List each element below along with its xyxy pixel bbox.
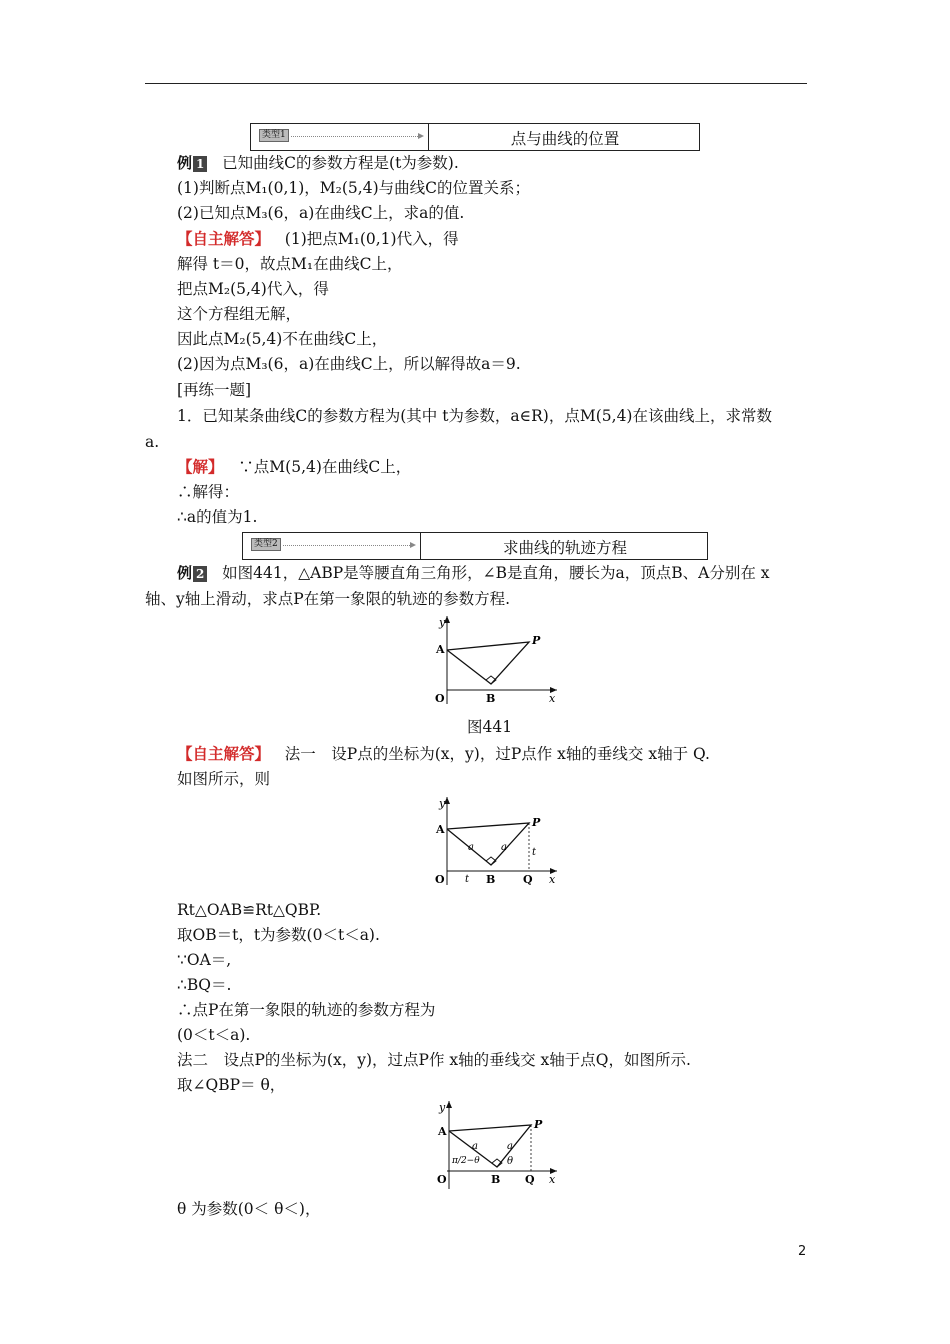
solution-2-method-2-line-3: θ 为参数(0＜ θ＜)，	[177, 1200, 321, 1218]
type-label: 类型2	[251, 538, 281, 551]
type-2-banner	[242, 532, 708, 560]
svg-text:a: a	[472, 1141, 478, 1152]
solution-2-line-7: ∴点P在第一象限的轨迹的参数方程为	[177, 1001, 436, 1019]
solution-2-line-2: 如图所示，则	[177, 770, 271, 788]
example-badge: 例 1	[177, 152, 207, 174]
type-label: 类型1	[259, 129, 289, 142]
example-badge: 例 2	[177, 562, 207, 584]
solution-1-line-1: 【自主解答】 (1)把点M₁(0,1)代入，得	[177, 229, 459, 248]
figure-method-1	[425, 793, 565, 889]
example-1-q1: (1)判断点M₁(0,1)，M₂(5,4)与曲线C的位置关系；	[177, 179, 530, 197]
svg-text:t: t	[532, 847, 537, 858]
example-2-line-2: 轴、y轴上滑动，求点P在第一象限的轨迹的参数方程.	[145, 590, 511, 608]
solution-2-line-4: 取OB＝t，t为参数(0＜t＜a).	[177, 926, 380, 944]
svg-text:A: A	[438, 1125, 447, 1138]
arrow-icon	[283, 545, 410, 546]
solution-1-line-3: 把点M₂(5,4)代入，得	[177, 280, 329, 298]
svg-text:y: y	[439, 797, 446, 810]
solution-2-method-2-line-1: 法二 设点P的坐标为(x，y)，过点P作 x轴的垂线交 x轴于点Q，如图所示.	[177, 1051, 691, 1069]
practice-question-line-2: a.	[145, 433, 160, 451]
example-1-stem: 例 1 已知曲线C的参数方程是(t为参数).	[177, 154, 459, 172]
svg-text:A: A	[436, 823, 445, 836]
svg-text:O: O	[435, 873, 445, 886]
page-number: 2	[798, 1244, 807, 1259]
solution-1-line-2: 解得 t＝0，故点M₁在曲线C上，	[177, 255, 403, 273]
svg-text:B: B	[486, 873, 496, 886]
solution-2-method-2-line-2: 取∠QBP＝ θ，	[177, 1076, 286, 1094]
svg-text:x: x	[549, 1173, 556, 1186]
solution-2-line-8: (0＜t＜a).	[177, 1026, 251, 1044]
figure-caption: 图441	[467, 718, 513, 736]
practice-answer-line-2: ∴解得：	[177, 483, 240, 501]
svg-text:P: P	[532, 634, 541, 647]
practice-answer-line-3: ∴a的值为1.	[177, 508, 258, 526]
svg-text:y: y	[439, 616, 446, 629]
type-title: 点与曲线的位置	[510, 130, 620, 148]
example-1-q2: (2)已知点M₃(6，a)在曲线C上，求a的值.	[177, 204, 465, 222]
practice-heading: [再练一题]	[177, 381, 252, 399]
svg-text:B: B	[491, 1173, 501, 1186]
solution-1-line-6: (2)因为点M₃(6，a)在曲线C上，所以解得故a＝9.	[177, 355, 521, 373]
svg-text:A: A	[436, 643, 445, 656]
svg-text:x: x	[549, 873, 556, 886]
svg-text:y: y	[439, 1101, 446, 1114]
svg-text:Q: Q	[523, 873, 533, 886]
type-1-banner	[250, 123, 700, 151]
svg-text:a: a	[507, 1141, 513, 1152]
type-tag	[243, 533, 421, 559]
figure-441	[425, 612, 565, 708]
header-rule	[145, 83, 807, 84]
arrow-icon	[291, 136, 418, 137]
svg-text:O: O	[435, 692, 445, 705]
solution-1-line-4: 这个方程组无解，	[177, 305, 302, 323]
type-tag	[251, 124, 429, 150]
figure-method-2	[425, 1097, 565, 1193]
svg-text:a: a	[501, 842, 507, 853]
svg-text:Q: Q	[525, 1173, 535, 1186]
solution-2-line-6: ∴BQ＝.	[177, 976, 232, 994]
svg-text:O: O	[437, 1173, 447, 1186]
practice-answer-line-1: 【解】 ∵点M(5,4)在曲线C上，	[177, 457, 412, 476]
example-2-line-1: 例 2 如图441，△ABP是等腰直角三角形，∠B是直角，腰长为a，顶点B、A分别在 x	[177, 564, 770, 582]
solution-2-line-3: Rt△OAB≌Rt△QBP.	[177, 901, 322, 919]
svg-text:P: P	[532, 816, 541, 829]
svg-text:B: B	[486, 692, 496, 705]
svg-text:x: x	[549, 692, 556, 705]
svg-text:P: P	[534, 1118, 543, 1131]
solution-1-line-5: 因此点M₂(5,4)不在曲线C上，	[177, 330, 388, 348]
practice-question-line-1: 1．已知某条曲线C的参数方程为(其中 t为参数，a∈R)，点M(5,4)在该曲线上，求常数	[177, 407, 772, 425]
solution-2-line-5: ∵OA＝,	[177, 951, 232, 969]
svg-text:t: t	[465, 874, 470, 885]
solution-2-line-1: 【自主解答】 法一 设P点的坐标为(x，y)，过P点作 x轴的垂线交 x轴于 Q.	[177, 744, 710, 763]
type-title: 求曲线的轨迹方程	[502, 539, 627, 557]
svg-text:θ: θ	[507, 1156, 514, 1167]
svg-text:a: a	[468, 842, 474, 853]
svg-text:π/2−θ: π/2−θ	[452, 1156, 480, 1166]
